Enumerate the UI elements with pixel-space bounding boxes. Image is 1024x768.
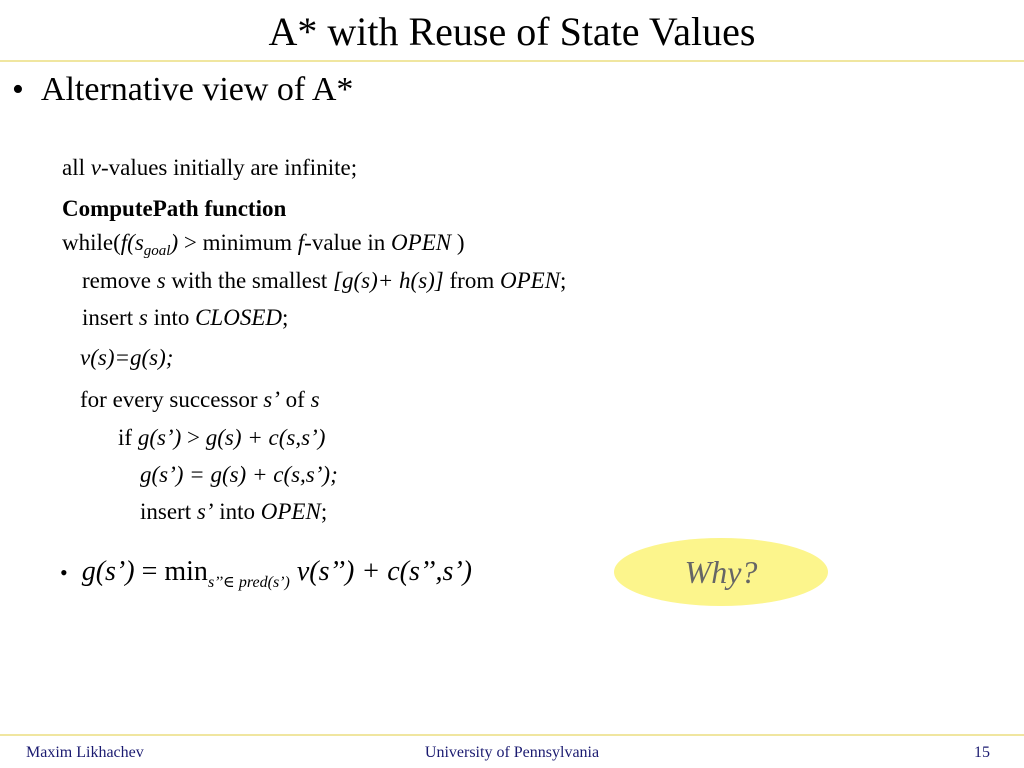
code-text: insert xyxy=(82,305,139,330)
code-line-g-update: g(s’) = g(s) + c(s,s’); xyxy=(140,462,338,487)
code-var: f(s xyxy=(120,230,144,255)
code-line-remove xyxy=(82,266,566,296)
slide-title: A* with Reuse of State Values xyxy=(268,9,756,54)
code-line-v-assign: v(s)=g(s); xyxy=(80,345,174,370)
bullet-g-formula xyxy=(60,552,472,593)
footer-author: Maxim Likhachev xyxy=(26,744,144,761)
code-text: into xyxy=(213,499,261,524)
code-line-insert-closed xyxy=(82,303,288,333)
code-text: remove xyxy=(82,268,157,293)
code-text: insert xyxy=(140,499,197,524)
code-line-while xyxy=(62,228,465,258)
code-var: OPEN xyxy=(391,230,452,255)
title-divider xyxy=(0,60,1024,62)
footer-university: University of Pennsylvania xyxy=(424,744,600,761)
code-line-insert-open xyxy=(140,497,327,527)
code-var: s xyxy=(310,387,320,412)
formula-var: g(s’) xyxy=(81,556,135,587)
footer-page-number: 15 xyxy=(974,744,990,761)
bullet-text: Alternative view of A* xyxy=(40,71,354,108)
code-var: s xyxy=(156,268,166,293)
code-var: s’ xyxy=(263,387,280,412)
code-text: of xyxy=(279,387,311,412)
code-line-init xyxy=(62,153,357,183)
code-text: while( xyxy=(62,230,121,255)
formula-text: = min xyxy=(134,556,208,587)
code-line-for-successor xyxy=(80,385,320,415)
formula-subscript: s’’∈ pred(s’) xyxy=(207,574,290,591)
bullet-alternative-view xyxy=(12,68,353,112)
code-text: into xyxy=(147,305,196,330)
code-var: [g(s)+ h(s)] xyxy=(333,268,444,293)
code-var: OPEN xyxy=(499,268,561,293)
code-var: OPEN xyxy=(260,499,321,524)
code-subscript: goal xyxy=(143,243,171,259)
formula-var: v(s’’) + c(s’’,s’) xyxy=(289,556,472,587)
code-text: ) xyxy=(451,230,465,255)
code-var: s’ xyxy=(196,499,214,524)
code-text: > minimum xyxy=(178,230,298,255)
code-function-name: ComputePath function xyxy=(62,196,287,221)
code-var: s xyxy=(138,305,148,330)
why-callout: Why? xyxy=(614,538,828,606)
code-text: all xyxy=(62,155,91,180)
code-text: with the smallest xyxy=(165,268,334,293)
code-text: for every successor xyxy=(80,387,264,412)
code-var: ) xyxy=(170,230,179,255)
code-var: v xyxy=(90,155,101,180)
bullet-dot: • xyxy=(12,71,41,108)
code-text: ; xyxy=(320,499,328,524)
code-var: g(s) + c(s,s’) xyxy=(205,425,326,450)
code-text: ; xyxy=(282,305,289,330)
code-text: ; xyxy=(560,268,567,293)
bullet-dot: • xyxy=(60,560,68,585)
footer-divider xyxy=(0,734,1024,736)
code-text: from xyxy=(443,268,500,293)
code-text: if xyxy=(118,425,138,450)
code-text: -value in xyxy=(304,230,392,255)
code-var: f xyxy=(297,230,305,255)
code-line-if xyxy=(118,423,325,453)
code-var: CLOSED xyxy=(195,305,282,330)
code-text: -values initially are infinite; xyxy=(100,155,358,180)
code-text: > xyxy=(181,425,206,450)
code-var: g(s’) xyxy=(137,425,182,450)
